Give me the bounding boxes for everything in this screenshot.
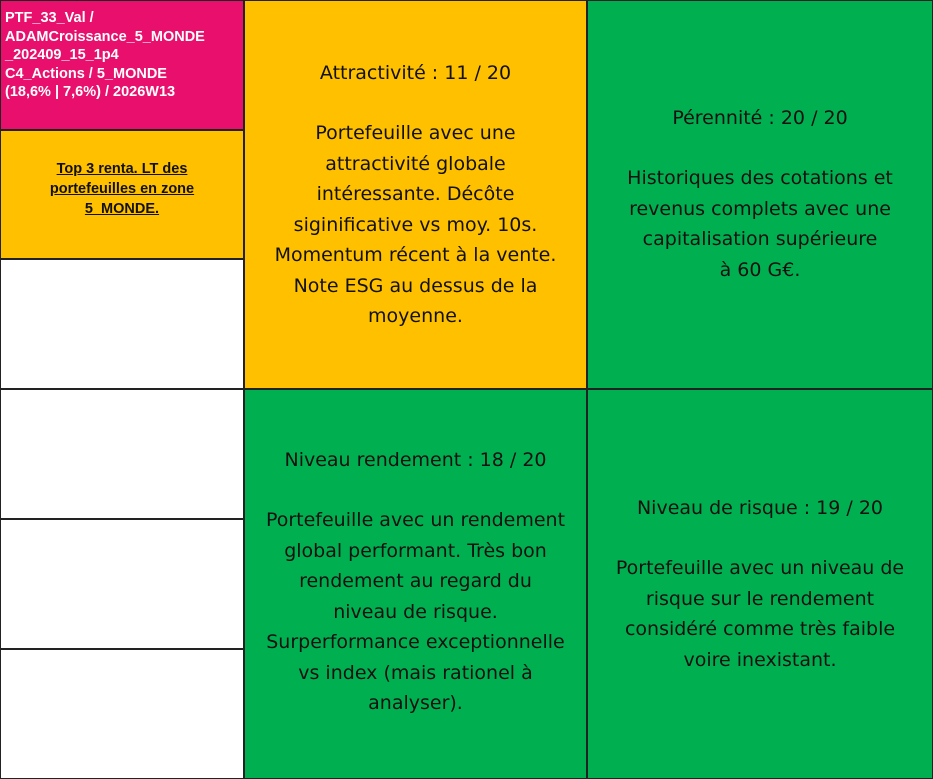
- empty-cell: [0, 649, 244, 779]
- rendement-description: [245, 505, 586, 719]
- description-line: Portefeuille avec un rendement: [265, 509, 566, 531]
- rendement-cell: [244, 389, 587, 779]
- description-line: rendement au regard du: [299, 570, 532, 592]
- risque-description: [588, 553, 932, 675]
- risque-cell: [587, 389, 933, 779]
- attractivite-title: Attractivité : 11 / 20: [319, 62, 512, 84]
- description-line: siginificative vs moy. 10s.: [293, 213, 538, 236]
- portfolio-header-line: (18,6% | 7,6%) / 2026W13: [5, 84, 176, 100]
- portfolio-header-cell: [0, 0, 244, 130]
- attractivite-description: [245, 118, 586, 332]
- description-line: moyenne.: [368, 305, 463, 327]
- description-line: voire inexistant.: [683, 648, 837, 671]
- description-line: Portefeuille avec une: [315, 122, 516, 144]
- description-line: considéré comme très faible: [624, 618, 896, 640]
- description-line: capitalisation supérieure: [642, 228, 878, 250]
- description-line: revenus complets avec une: [629, 197, 891, 220]
- perennite-cell: [587, 0, 933, 389]
- top3-link-line[interactable]: 5_MONDE.: [84, 201, 160, 217]
- description-line: global performant. Très bon: [284, 539, 547, 562]
- perennite-description: [588, 163, 932, 285]
- description-line: Note ESG au dessus de la: [293, 274, 538, 297]
- description-line: Momentum récent à la vente.: [274, 244, 557, 266]
- description-line: risque sur le rendement: [645, 587, 875, 610]
- top3-link-line[interactable]: portefeuilles en zone: [49, 181, 195, 197]
- description-line: attractivité globale: [325, 152, 506, 175]
- risque-title: Niveau de risque : 19 / 20: [636, 497, 884, 519]
- description-line: intéressante. Décôte: [316, 183, 515, 205]
- description-line: Portefeuille avec un niveau de: [615, 557, 905, 579]
- description-line: Historiques des cotations et: [627, 167, 893, 189]
- empty-cell: [0, 389, 244, 519]
- portfolio-header-line: C4_Actions / 5_MONDE: [5, 65, 167, 82]
- rendement-title: Niveau rendement : 18 / 20: [284, 449, 547, 471]
- perennite-title: Pérennité : 20 / 20: [672, 107, 848, 129]
- description-line: niveau de risque.: [333, 600, 498, 623]
- description-line: vs index (mais rationel à: [298, 661, 533, 684]
- description-line: à 60 G€.: [719, 258, 801, 281]
- portfolio-header-line: PTF_33_Val /: [5, 10, 94, 26]
- attractivite-cell: [244, 0, 587, 389]
- description-line: analyser).: [368, 692, 463, 714]
- top3-link-cell[interactable]: [0, 130, 244, 259]
- top3-link[interactable]: [50, 159, 194, 219]
- top3-link-line[interactable]: Top 3 renta. LT des: [56, 161, 188, 177]
- empty-cell: [0, 259, 244, 389]
- portfolio-header-line: _202409_15_1p4: [5, 47, 119, 63]
- empty-cell: [0, 519, 244, 649]
- description-line: Surperformance exceptionnelle: [266, 631, 565, 653]
- portfolio-header-line: ADAMCroissance_5_MONDE: [5, 28, 205, 45]
